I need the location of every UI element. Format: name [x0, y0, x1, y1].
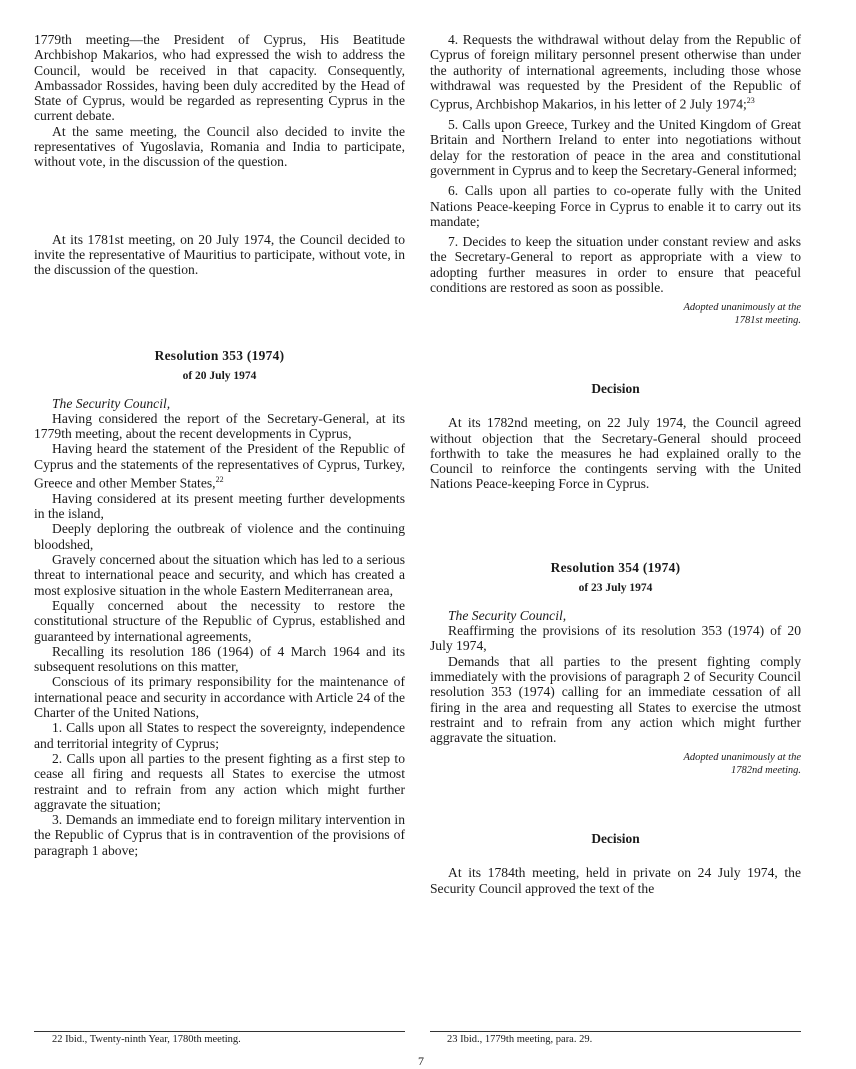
council-heading: The Security Council,	[52, 395, 171, 411]
footnote-ref-22: 22	[215, 475, 224, 485]
resolution-354-preamble: Reaffirming the provisions of its resolution 353 (1974) of 20 July 1974,	[430, 623, 801, 654]
preamble-6: Equally concerned about the necessity to restore the constitutional structure of the Republic of Cyprus, established and guaranteed by international agreements,	[34, 597, 405, 644]
resolution-353-date: of 20 July 1974	[182, 369, 257, 382]
operative-7: 7. Decides to keep the situation under constant review and asks the Secretary-General to report as appropriate with a view to adopting further measures in order to ensure that peaceful conditions are restored as soon as possible.	[430, 234, 801, 295]
preamble-1: Having considered the report of the Secretary-General, at its 1779th meeting, about the recent developments in Cyprus,	[34, 410, 405, 442]
decision-paragraph-1: At its 1782nd meeting, on 22 July 1974, the Council agreed without objection that the Secretary-General should proceed forthwith to take the measures he had explained orally to the Council to reinforce the contingents serving with the United Nations Peace-keeping Force in Cyprus.	[430, 415, 801, 492]
adopted-note-354: Adopted unanimously at the 1782nd meeting.	[683, 752, 801, 777]
preamble-5: Gravely concerned about the situation which has led to a serious threat to international peace and security, and which has created a most explosive situation in the whole Eastern Mediterranean area,	[34, 552, 405, 598]
left-column	[34, 32, 405, 858]
decision-heading-2: Decision	[591, 831, 640, 847]
preamble-4: Deeply deploring the outbreak of violence and the continuing bloodshed,	[34, 521, 405, 552]
council-heading-2: The Security Council,	[448, 607, 567, 623]
left-paragraph-1: 1779th meeting—the President of Cyprus, His Beatitude Archbishop Makarios, who had expressed the wish to address the Council, would be received in that capacity. Consequently, Ambassador Rossides, having been duly accredited by the Head of State of Cyprus, would be regarded as representing Cyprus in the current debate.	[34, 32, 405, 124]
preamble-7: Recalling its resolution 186 (1964) of 4 March 1964 and its subsequent resolutions on this matter,	[34, 643, 405, 675]
left-paragraph-2: At the same meeting, the Council also decided to invite the representatives of Yugoslavia, Romania and India to participate, without vote, in the discussion of the question.	[34, 123, 405, 170]
operative-1: 1. Calls upon all States to respect the sovereignty, independence and territorial integrity of Cyprus;	[34, 720, 405, 751]
right-footnote-rule	[430, 1031, 801, 1032]
page-number: 7	[418, 1054, 424, 1068]
decision-heading-1: Decision	[591, 381, 640, 397]
preamble-3: Having considered at its present meeting further developments in the island,	[34, 490, 405, 522]
operative-2: 2. Calls upon all parties to the present fighting as a first step to cease all firing and requests all States to exercise the utmost restraint and to refrain from any action which might further aggravate the situation;	[34, 750, 405, 812]
operative-4: 4. Requests the withdrawal without delay from the Republic of Cyprus of foreign military personnel present otherwise than under the authority of international agreements, including those whose withdrawal was requested by the President of the Republic of Cyprus, Archbishop Makarios, in his letter of 2 July 1974;$^{23}$	[430, 32, 801, 112]
left-footnote-rule	[34, 1031, 405, 1032]
preamble-2: Having heard the statement of the President of the Republic of Cyprus and the statements of the representatives of Cyprus, Turkey, Greece and other Member States,$^{22}$	[34, 441, 405, 491]
resolution-353-title: Resolution 353 (1974)	[154, 347, 285, 363]
right-column	[430, 32, 801, 896]
operative-3: 3. Demands an immediate end to foreign military intervention in the Republic of Cyprus that is in contravention of the provisions of paragraph 1 above;	[34, 812, 405, 858]
operative-5: 5. Calls upon Greece, Turkey and the United Kingdom of Great Britain and Northern Ireland to enter into negotiations without delay for the restoration of peace in the area and constitutional government in Cyprus and to keep the Secretary-General informed;	[430, 117, 801, 178]
decision-paragraph-2: At its 1784th meeting, held in private on 24 July 1974, the Security Council approved the text of the	[430, 865, 801, 896]
footnote-ref-23: 23	[746, 96, 755, 106]
resolution-354-operative: Demands that all parties to the present fighting comply immediately with the provisions of paragraph 2 of Security Council resolution 353 (1974) calling for an immediate cessation of all firing in the area and requesting all States to exercise the utmost restraint and to refrain from any action which might further aggravate the situation.	[430, 653, 801, 746]
operative-6: 6. Calls upon all parties to co-operate fully with the United Nations Peace-keeping Force in Cyprus to enable it to carry out its mandate;	[430, 183, 801, 229]
resolution-354-title: Resolution 354 (1974)	[550, 559, 681, 575]
resolution-354-date: of 23 July 1974	[578, 581, 653, 594]
left-footnote: 22 Ibid., Twenty-ninth Year, 1780th meeting.	[52, 1034, 241, 1045]
adopted-note-353: Adopted unanimously at the 1781st meeting.	[683, 302, 801, 327]
right-footnote: 23 Ibid., 1779th meeting, para. 29.	[447, 1034, 593, 1045]
preamble-8: Conscious of its primary responsibility for the maintenance of international peace and security in accordance with Article 24 of the Charter of the United Nations,	[34, 674, 405, 721]
left-paragraph-3: At its 1781st meeting, on 20 July 1974, the Council decided to invite the representative of Mauritius to participate, without vote, in the discussion of the question.	[34, 231, 405, 278]
